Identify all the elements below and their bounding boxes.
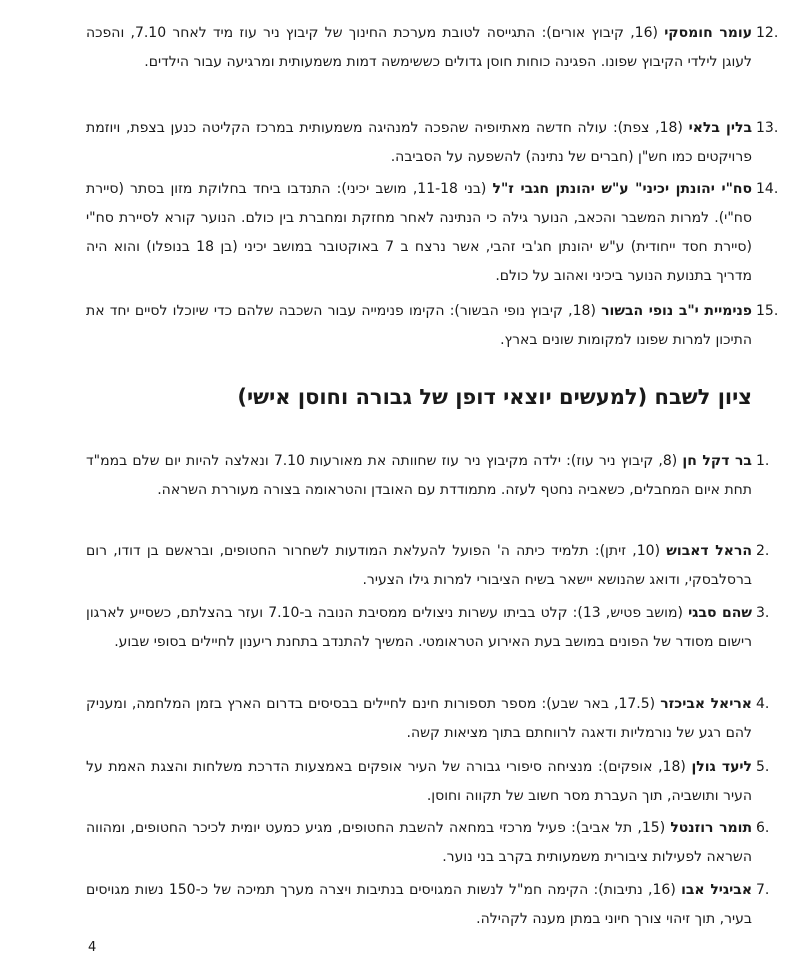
list-item — [86, 19, 779, 77]
item-name: ליעד גולן — [691, 759, 752, 775]
item-details: (18, צפת): — [612, 120, 683, 136]
item-details: (מושב פטיש, 13): — [572, 605, 683, 621]
item-text: הקימה חמ"ל לנשות המגויסים בנתיבות ויצרה מערך תמיכה של כ-150 נשות מגויסים בעיר, תוך זיהוי צורך חיוני במתן מענה לקהילה. — [86, 882, 752, 927]
list-item — [86, 447, 770, 505]
item-number: 6. — [756, 820, 770, 836]
page-number: 4 — [88, 940, 97, 955]
item-name: בלין בלאי — [688, 120, 752, 136]
list-item — [86, 297, 779, 355]
item-number: 14. — [756, 181, 779, 197]
section-heading: ציון לשבח (למעשים יוצאי דופן של גבורה וחוסן אישי) — [237, 385, 752, 409]
item-text: ילדה מקיבוץ ניר עוז שחוותה את מאורעות 7.10 ונאלצה להיות יום שלם בממ"ד תחת איום המחבלים, כשאביה נחטף לעזה. מתמודדת עם האובדן והטראומה בצורה מעוררת השראה. — [86, 453, 752, 498]
item-name: סח"י יהונתן יכיני" ע"ש יהונתן חגבי ז"ל — [492, 181, 753, 197]
item-name: שהם סבגי — [688, 605, 752, 621]
item-text: מספר תספורות חינם לחיילים בבסיסים בדרום הארץ בזמן המלחמה, ומעניק להם רגע של נורמליות ודאגה לרווחתם בתוך מציאות קשה. — [86, 696, 752, 741]
item-text: תלמיד כיתה ה' הפועל להעלאת המודעות לשחרור החטופים, ובראשם בן דודו, רום ברסלבסקי, ודואג שהנושא יישאר בשיח הציבורי למרות גילו הצעיר. — [86, 543, 752, 588]
item-name: אביגיל אבו — [681, 882, 753, 898]
item-details: (15, תל אביב): — [571, 820, 666, 836]
item-details: (10, זיתן): — [594, 543, 661, 559]
item-text: פעיל מרכזי במחאה להשבת החטופים, מגיע כמעט יומית לכיכר החטופים, ומהווה השראה לפעילות ציבורית משמעותית בקרב בני נוער. — [86, 820, 752, 865]
item-text: התגייסה לטובת מערכת החינוך של קיבוץ ניר עוז מיד לאחר 7.10, והפכה לעוגן לילדי הקיבוץ שפונו. הפגינה כוחות חוסן גדולים כששימשה דמות משמעותית ומרגיעה עבור הילדים. — [86, 25, 752, 70]
item-text: עולה חדשה מאתיופיה שהפכה למנהיגה משמעותית במרכז הקליטה כנען בצפת, ויוזמת פרויקטים כמו חש"ן (חברים של נתינה) להשפעה על הסביבה. — [86, 120, 752, 165]
item-details: (18, קיבוץ נופי הבשור): — [449, 303, 596, 319]
list-item — [86, 599, 770, 657]
list-item — [86, 814, 770, 872]
item-number: 12. — [756, 25, 779, 41]
list-item — [86, 175, 779, 291]
list-item — [86, 876, 770, 934]
item-name: עומר חומסקי — [664, 25, 753, 41]
item-details: (8, קיבוץ ניר עוז): — [566, 453, 678, 469]
item-text: הקימו פנימייה עבור השכבה שלהם כדי שיוכלו לסיים יחד את התיכון למרות שפונו למקומות שונים בארץ. — [86, 303, 752, 348]
item-number: 15. — [756, 303, 779, 319]
item-name: הראל דאבוש — [666, 543, 753, 559]
item-number: 5. — [756, 759, 770, 775]
item-name: בר דקל חן — [682, 453, 752, 469]
item-name: פנימיית י"ב נופי הבשור — [601, 303, 752, 319]
item-details: (16, נתיבות): — [593, 882, 676, 898]
item-details: (18, אופקים): — [598, 759, 686, 775]
list-item — [86, 753, 770, 811]
item-details: (17.5, באר שבע): — [541, 696, 656, 712]
item-details: (16, קיבוץ אורים): — [541, 25, 658, 41]
item-number: 3. — [756, 605, 770, 621]
item-number: 7. — [756, 882, 770, 898]
item-text: התנדבו ביחד בחלוקת מזון בסתר (סיירת סח"י). למרות המשבר והכאב, הנוער גילה כי הנתינה לאחר מחזקת ומחברת בין כולם. הנוער קורא לסיירת סח"י (סיירת חסד ייחודית) ע"ש יהונתן חג'בי זהבי, אשר נרצח ב 7 באוקטובר במושב יכיני (בן 18 בנופלו) והוא היה מדריך בתנועת הנוער ביכיני ואהוב על כולם. — [86, 181, 752, 284]
list-item — [86, 690, 770, 748]
list-item — [86, 114, 779, 172]
item-name: תומר רוזנטל — [670, 820, 753, 836]
item-text: קלט בביתו עשרות ניצולים ממסיבת הנובה ב-7.10 ועזר בהצלתם, כשסייע לארגון רישום מסודר של הפונים במושב בעת האירוע הטראומטי. המשיך להתנדב בתחנת ריענון לחיילים בסופי שבוע. — [86, 605, 752, 650]
item-details: (בני 11-18, מושב יכיני): — [336, 181, 487, 197]
item-number: 1. — [756, 453, 770, 469]
item-text: מנציחה סיפורי גבורה של העיר אופקים באמצעות הדרכת משלחות והצגת האמת על העיר ותושביה, תוך העברת מסר חשוב של תקווה וחוסן. — [86, 759, 752, 804]
item-number: 4. — [756, 696, 770, 712]
list-item — [86, 537, 770, 595]
item-number: 2. — [756, 543, 770, 559]
item-name: אריאל אביכזר — [660, 696, 752, 712]
item-number: 13. — [756, 120, 779, 136]
